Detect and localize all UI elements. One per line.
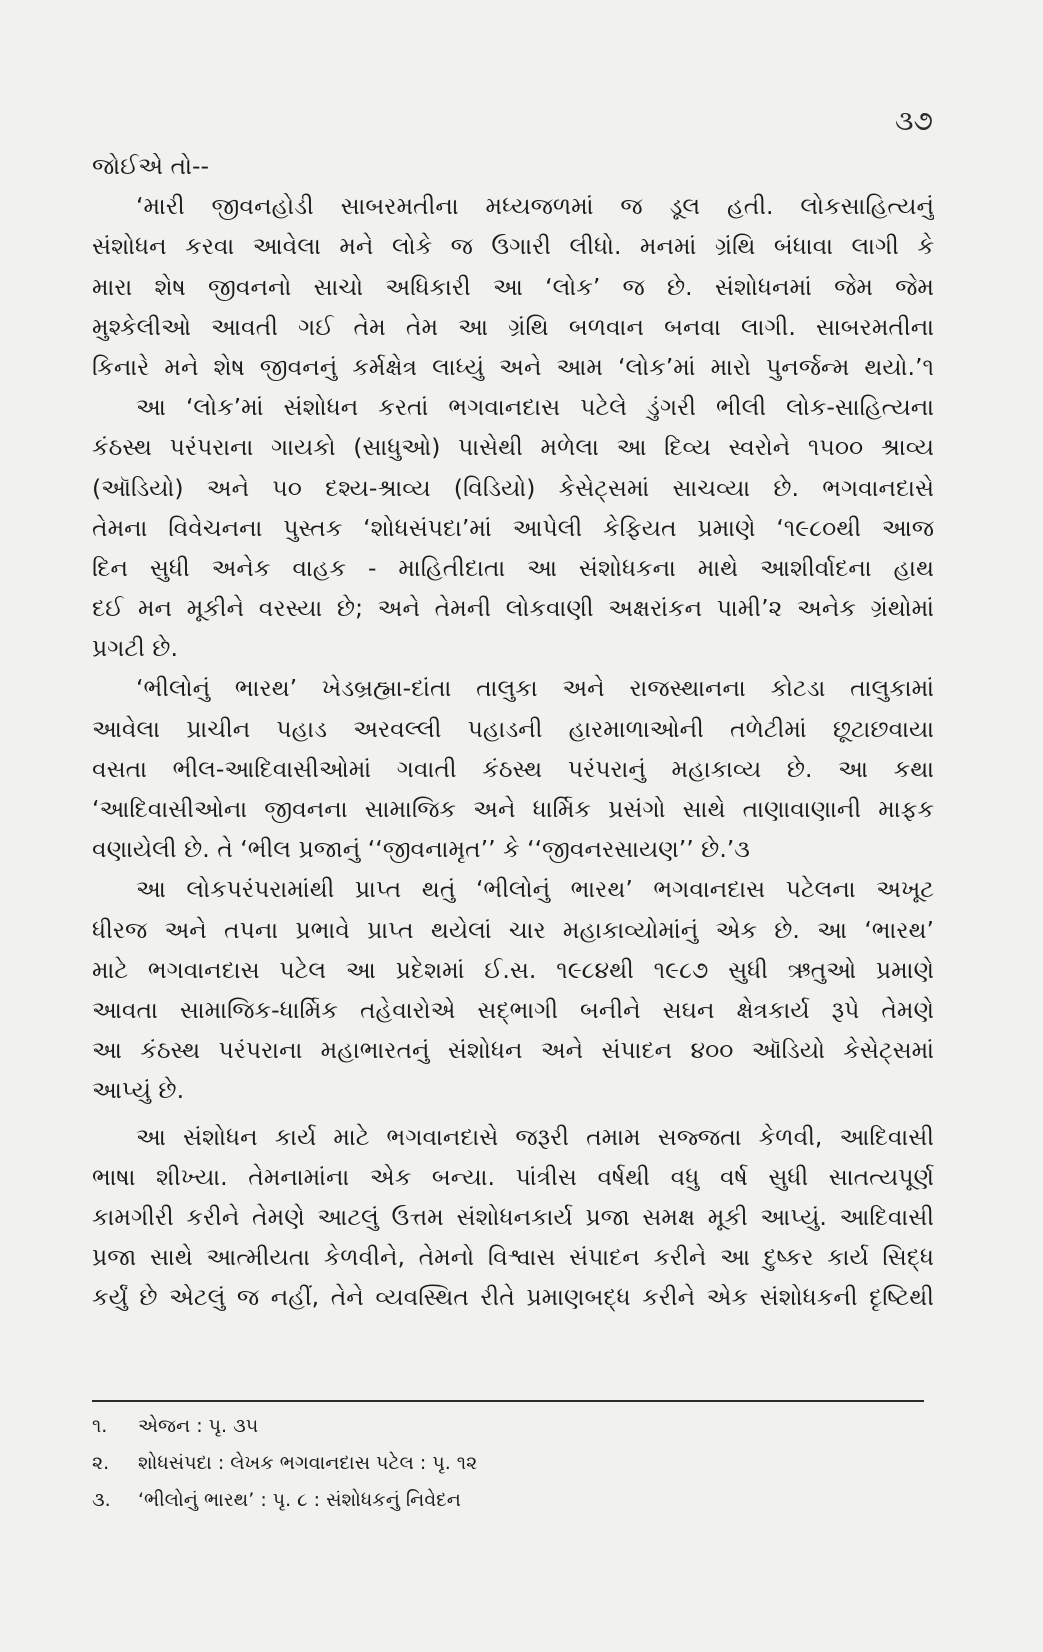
body-text	[92, 146, 934, 1317]
text-line: ભાષા શીખ્યા. તેમનામાંના એક બન્યા. પાંત્રીસ વર્ષથી વધુ વર્ષ સુધી સાતત્યપૂર્ણ	[92, 1162, 934, 1191]
text-line: આવતા સામાજિક-ધાર્મિક તહેવારોએ સદ્‌ભાગી બનીને સઘન ક્ષેત્રકાર્ય રૂપે તેમણે	[92, 995, 934, 1024]
text-line: વણાયેલી છે. તે ‘ભીલ પ્રજાનું ‘‘જીવનામૃત’’ કે ‘‘જીવનરસાયણ’’ છે.’૩	[92, 835, 750, 864]
text-line: આ કંઠસ્થ પરંપરાના મહાભારતનું સંશોધન અને સંપાદન ૪૦૦ ઑડિયો કેસેટ્સમાં	[92, 1036, 934, 1065]
text-line: સંશોધન કરવા આવેલા મને લોકે જ ઉગારી લીધો. મનમાં ગ્રંથિ બંધાવા લાગી કે	[92, 232, 934, 261]
text-line: દિન સુધી અનેક વાહક - માહિતીદાતા આ સંશોધકના માથે આશીર્વાદના હાથ	[92, 553, 934, 582]
text-line: કિનારે મને શેષ જીવનનું કર્મક્ષેત્ર લાધ્યું અને આમ ‘લોક’માં મારો પુનર્જન્મ થયો.’૧	[92, 352, 934, 381]
text-line: આપ્યું છે.	[92, 1076, 185, 1105]
text-line: (ઑડિયો) અને ૫૦ દશ્ય-શ્રાવ્ય (વિડિયો) કેસેટ્સમાં સાચવ્યા છે. ભગવાનદાસે	[92, 473, 934, 502]
footnote-text: ‘ભીલોનું ભારથ’ : પૃ. ૮ : સંશોધકનું નિવેદન	[138, 1489, 461, 1511]
text-line: આ સંશોધન કાર્ય માટે ભગવાનદાસે જરૂરી તમામ સજ્જતા કેળવી, આદિવાસી	[136, 1122, 934, 1151]
text-line: ‘ભીલોનું ભારથ’ ખેડબ્રહ્મા-દાંતા તાલુકા અને રાજસ્થાનના કોટડા તાલુકામાં	[136, 674, 934, 703]
text-line: દઈ મન મૂકીને વરસ્યા છે; અને તેમની લોકવાણી અક્ષરાંકન પામી’૨ અનેક ગ્રંથોમાં	[92, 594, 934, 623]
footnote-text: શોધસંપદા : લેખક ભગવાનદાસ પટેલ : પૃ. ૧૨	[138, 1452, 478, 1474]
footnote	[92, 1445, 924, 1482]
text-line: માટે ભગવાનદાસ પટેલ આ પ્રદેશમાં ઈ.સ. ૧૯૮૪થી ૧૯૮૭ સુધી ઋતુઓ પ્રમાણે	[92, 955, 934, 984]
text-line: ‘આદિવાસીઓના જીવનના સામાજિક અને ધાર્મિક પ્રસંગો સાથે તાણાવાણાની માફક	[92, 795, 934, 823]
text-line: ધીરજ અને તપના પ્રભાવે પ્રાપ્ત થયેલાં ચાર મહાકાવ્યોમાંનું એક છે. આ ‘ભારથ’	[92, 915, 934, 944]
text-line: મારા શેષ જીવનનો સાચો અધિકારી આ ‘લોક’ જ છે. સંશોધનમાં જેમ જેમ	[92, 272, 934, 301]
footnotes	[92, 1408, 924, 1519]
text-line: કર્યું છે એટલું જ નહીં, તેને વ્યવસ્થિત રીતે પ્રમાણબદ્ધ કરીને એક સંશોધકની દૃષ્ટિથી	[92, 1283, 934, 1312]
footnote-number: ૧.	[92, 1415, 108, 1437]
text-line: આવેલા પ્રાચીન પહાડ અરવલ્લી પહાડની હારમાળાઓની તળેટીમાં છૂટાછવાયા	[92, 714, 934, 743]
footnote	[92, 1482, 924, 1519]
footnote-divider	[92, 1400, 924, 1402]
footnote-number: ૩.	[92, 1489, 111, 1511]
text-line: ‘મારી જીવનહોડી સાબરમતીના મધ્યજળમાં જ ડૂલ હતી. લોકસાહિત્યનું	[136, 192, 934, 221]
text-line: કામગીરી કરીને તેમણે આટલું ઉત્તમ સંશોધનકાર્ય પ્રજા સમક્ષ મૂકી આપ્યું. આદિવાસી	[92, 1202, 934, 1231]
text-line: પ્રગટી છે.	[92, 634, 178, 663]
text-line: પ્રજા સાથે આત્મીયતા કેળવીને, તેમનો વિશ્વાસ સંપાદન કરીને આ દુષ્કર કાર્ય સિદ્ધ	[92, 1243, 934, 1272]
text-line: મુશ્કેલીઓ આવતી ગઈ તેમ તેમ આ ગ્રંથિ બળવાન બનવા લાગી. સાબરમતીના	[92, 312, 934, 341]
text-line: આ ‘લોક’માં સંશોધન કરતાં ભગવાનદાસ પટેલે ડુંગરી ભીલી લોક-સાહિત્યના	[136, 393, 934, 422]
footnote-number: ૨.	[92, 1452, 110, 1474]
text-line: જોઈએ તો--	[92, 152, 209, 180]
text-line: વસતા ભીલ-આદિવાસીઓમાં ગવાતી કંઠસ્થ પરંપરાનું મહાકાવ્ય છે. આ કથા	[92, 754, 934, 783]
text-line: આ લોકપરંપરામાંથી પ્રાપ્ત થતું ‘ભીલોનું ભારથ’ ભગવાનદાસ પટેલના અખૂટ	[136, 875, 934, 904]
text-line: તેમના વિવેચનના પુસ્તક ‘શોધસંપદા’માં આપેલી કેફિયત પ્રમાણે ‘૧૯૮૦થી આજ	[92, 513, 934, 542]
text-line: કંઠસ્થ પરંપરાના ગાયકો (સાધુઓ) પાસેથી મળેલા આ દિવ્ય સ્વરોને ૧૫૦૦ શ્રાવ્ય	[92, 433, 934, 462]
page-number: ૩૭	[894, 104, 933, 137]
footnote	[92, 1408, 924, 1445]
footnote-text: એજન : પૃ. ૩૫	[138, 1415, 259, 1437]
